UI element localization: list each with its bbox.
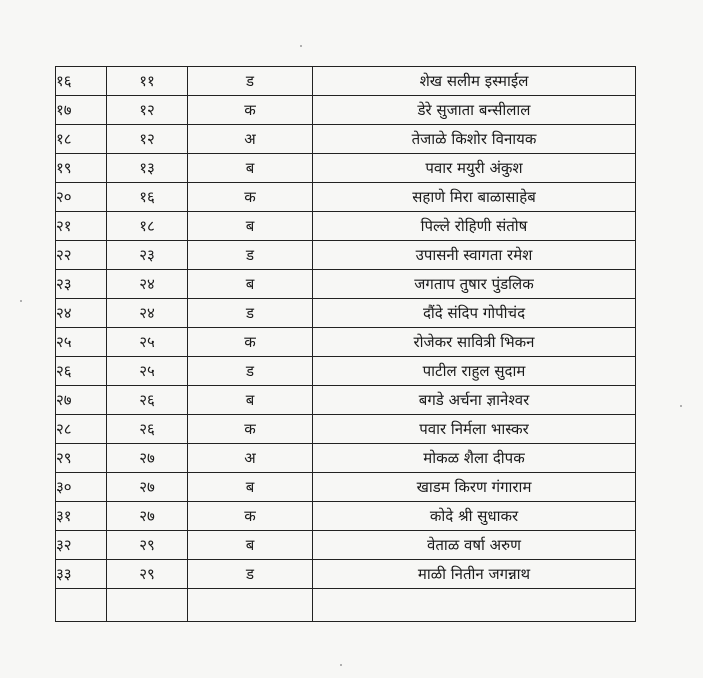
group-cell: क [188, 415, 313, 444]
group-cell: ब [188, 212, 313, 241]
scan-speck [20, 300, 22, 302]
table-row [56, 270, 636, 299]
roll-number-cell: १८ [107, 212, 188, 241]
group-cell: ड [188, 357, 313, 386]
group-cell: ब [188, 154, 313, 183]
roll-number-cell: २३ [107, 241, 188, 270]
student-name-cell: शेख सलीम इस्माईल [313, 67, 636, 96]
table-row [56, 241, 636, 270]
group-cell: ड [188, 299, 313, 328]
roll-number-cell: २९ [107, 560, 188, 589]
group-cell: ब [188, 531, 313, 560]
student-name-cell: खाडम किरण गंगाराम [313, 473, 636, 502]
serial-number-cell: २३ [56, 270, 107, 299]
roll-number-cell: २६ [107, 415, 188, 444]
serial-number-cell: २० [56, 183, 107, 212]
table-row [56, 299, 636, 328]
roll-number-cell: २७ [107, 444, 188, 473]
table-row [56, 502, 636, 531]
serial-number-cell: १७ [56, 96, 107, 125]
table-row [56, 357, 636, 386]
scan-speck [300, 45, 302, 47]
group-cell: अ [188, 125, 313, 154]
group-cell: ब [188, 473, 313, 502]
group-cell: ड [188, 241, 313, 270]
student-name-cell: जगताप तुषार पुंडलिक [313, 270, 636, 299]
student-name-cell: दौंदे संदिप गोपीचंद [313, 299, 636, 328]
serial-number-cell: २६ [56, 357, 107, 386]
table-row [56, 386, 636, 415]
group-cell: क [188, 96, 313, 125]
student-name-cell: पवार निर्मला भास्कर [313, 415, 636, 444]
student-name-cell: पाटील राहुल सुदाम [313, 357, 636, 386]
roll-number-cell: १३ [107, 154, 188, 183]
serial-number-cell: २२ [56, 241, 107, 270]
student-roster-table [55, 66, 636, 622]
student-name-cell: मोकळ शैला दीपक [313, 444, 636, 473]
empty-cell [188, 589, 313, 622]
scan-speck [680, 405, 682, 407]
table-row [56, 212, 636, 241]
roll-number-cell: २७ [107, 502, 188, 531]
student-name-cell: डेरे सुजाता बन्सीलाल [313, 96, 636, 125]
roll-number-cell: २५ [107, 357, 188, 386]
student-name-cell: बगडे अर्चना ज्ञानेश्वर [313, 386, 636, 415]
serial-number-cell: १८ [56, 125, 107, 154]
roll-number-cell: २९ [107, 531, 188, 560]
group-cell: क [188, 502, 313, 531]
table-row [56, 560, 636, 589]
roll-number-cell: १६ [107, 183, 188, 212]
student-name-cell: वेताळ वर्षा अरुण [313, 531, 636, 560]
empty-table-row [56, 589, 636, 622]
roll-number-cell: १२ [107, 96, 188, 125]
serial-number-cell: २१ [56, 212, 107, 241]
empty-cell [313, 589, 636, 622]
table-row [56, 473, 636, 502]
roll-number-cell: २५ [107, 328, 188, 357]
serial-number-cell: २४ [56, 299, 107, 328]
student-name-cell: उपासनी स्वागता रमेश [313, 241, 636, 270]
serial-number-cell: २७ [56, 386, 107, 415]
student-name-cell: कोदे श्री सुधाकर [313, 502, 636, 531]
serial-number-cell: २५ [56, 328, 107, 357]
serial-number-cell: २९ [56, 444, 107, 473]
student-name-cell: पिल्ले रोहिणी संतोष [313, 212, 636, 241]
roll-number-cell: १२ [107, 125, 188, 154]
group-cell: ब [188, 386, 313, 415]
student-name-cell: पवार मयुरी अंकुश [313, 154, 636, 183]
table-row [56, 531, 636, 560]
table-row [56, 328, 636, 357]
roll-number-cell: २४ [107, 270, 188, 299]
scan-speck [340, 664, 342, 666]
group-cell: अ [188, 444, 313, 473]
table-row [56, 444, 636, 473]
group-cell: ड [188, 67, 313, 96]
roll-number-cell: २७ [107, 473, 188, 502]
roll-number-cell: ११ [107, 67, 188, 96]
student-name-cell: माळी नितीन जगन्नाथ [313, 560, 636, 589]
group-cell: ब [188, 270, 313, 299]
roll-number-cell: २६ [107, 386, 188, 415]
group-cell: ड [188, 560, 313, 589]
table-row [56, 415, 636, 444]
table-row [56, 183, 636, 212]
table-row [56, 67, 636, 96]
serial-number-cell: १९ [56, 154, 107, 183]
empty-cell [56, 589, 107, 622]
table-row [56, 125, 636, 154]
roster-body [56, 67, 636, 622]
empty-cell [107, 589, 188, 622]
serial-number-cell: २८ [56, 415, 107, 444]
student-name-cell: तेजाळे किशोर विनायक [313, 125, 636, 154]
roll-number-cell: २४ [107, 299, 188, 328]
student-name-cell: सहाणे मिरा बाळासाहेब [313, 183, 636, 212]
group-cell: क [188, 183, 313, 212]
serial-number-cell: ३१ [56, 502, 107, 531]
serial-number-cell: ३२ [56, 531, 107, 560]
table-row [56, 96, 636, 125]
serial-number-cell: ३० [56, 473, 107, 502]
student-name-cell: रोजेकर सावित्री भिकन [313, 328, 636, 357]
serial-number-cell: ३३ [56, 560, 107, 589]
group-cell: क [188, 328, 313, 357]
serial-number-cell: १६ [56, 67, 107, 96]
table-row [56, 154, 636, 183]
